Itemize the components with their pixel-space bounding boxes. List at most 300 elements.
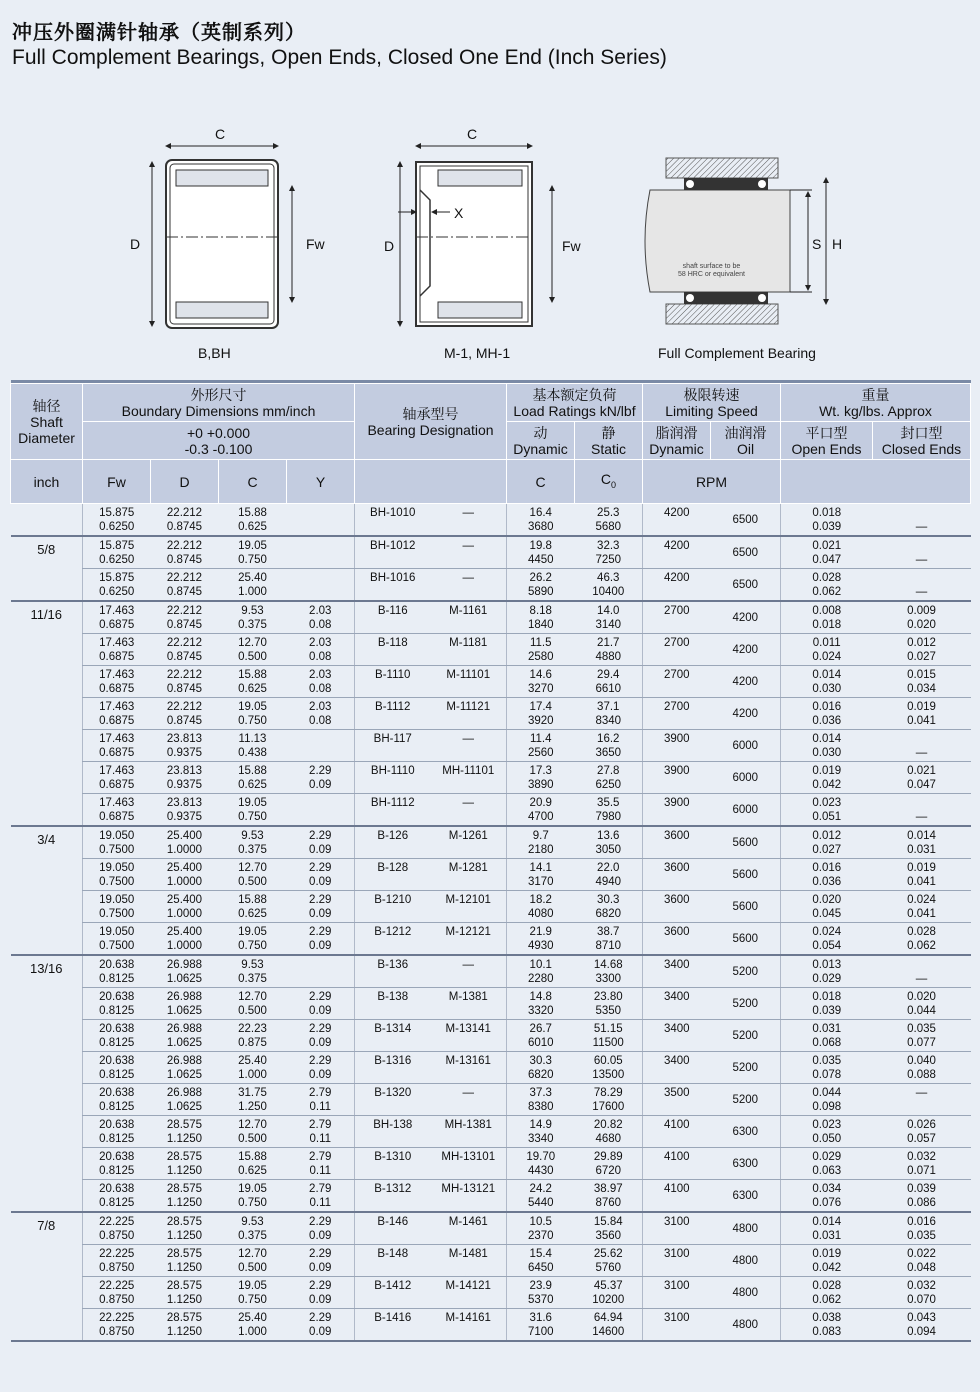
fw-cell: 19.050 0.7500 — [83, 891, 151, 923]
closed-ends-weight-cell: 0.021 0.047 — [873, 762, 971, 794]
dynamic-load-cell: 31.6 7100 — [507, 1309, 575, 1342]
open-ends-weight-cell: 0.038 0.083 — [781, 1309, 873, 1342]
designation-b-cell: B-1210 — [355, 891, 431, 923]
static-load-cell: 21.7 4880 — [575, 634, 643, 666]
designation-b-cell: B-136 — [355, 955, 431, 988]
closed-ends-weight-cell: 0.032 0.071 — [873, 1148, 971, 1180]
designation-b-cell: B-1416 — [355, 1309, 431, 1342]
shaft-diameter-cell — [11, 504, 83, 537]
grease-speed-cell: 3100 — [643, 1277, 711, 1309]
open-ends-weight-cell: 0.020 0.045 — [781, 891, 873, 923]
table-row — [11, 891, 971, 923]
designation-m-cell: MH-13121 — [431, 1180, 507, 1213]
unit-fw: Fw — [83, 460, 151, 504]
open-ends-weight-cell: 0.016 0.036 — [781, 698, 873, 730]
y-cell: 2.79 0.11 — [287, 1116, 355, 1148]
dynamic-load-cell: 17.4 3920 — [507, 698, 575, 730]
grease-speed-cell: 4200 — [643, 504, 711, 537]
designation-b-cell: B-1320 — [355, 1084, 431, 1116]
oil-speed-cell: 4200 — [711, 634, 781, 666]
open-ends-weight-cell: 0.011 0.024 — [781, 634, 873, 666]
oil-speed-cell: 6300 — [711, 1148, 781, 1180]
designation-m-cell: M-11101 — [431, 666, 507, 698]
y-cell: 2.29 0.09 — [287, 826, 355, 859]
y-cell: 2.79 0.11 — [287, 1084, 355, 1116]
static-load-cell: 45.37 10200 — [575, 1277, 643, 1309]
grease-speed-cell: 3400 — [643, 1020, 711, 1052]
designation-m-cell: M-1281 — [431, 859, 507, 891]
fw-cell: 22.225 0.8750 — [83, 1277, 151, 1309]
d-cell: 26.988 1.0625 — [151, 955, 219, 988]
fw-cell: 19.050 0.7500 — [83, 859, 151, 891]
designation-b-cell: BH-1012 — [355, 536, 431, 569]
dynamic-load-cell: 9.7 2180 — [507, 826, 575, 859]
dynamic-load-cell: 20.9 4700 — [507, 794, 575, 827]
c-cell: 9.53 0.375 — [219, 601, 287, 634]
c-cell: 19.05 0.750 — [219, 923, 287, 956]
y-cell: 2.29 0.09 — [287, 1052, 355, 1084]
oil-speed-cell: 5200 — [711, 988, 781, 1020]
static-load-cell: 29.4 6610 — [575, 666, 643, 698]
table-row — [11, 1309, 971, 1342]
designation-b-cell: B-1316 — [355, 1052, 431, 1084]
oil-speed-cell: 5200 — [711, 1052, 781, 1084]
table-body — [11, 504, 971, 1342]
designation-m-cell: M-13161 — [431, 1052, 507, 1084]
table-row — [11, 730, 971, 762]
oil-speed-cell: 4800 — [711, 1245, 781, 1277]
c-cell: 19.05 0.750 — [219, 1180, 287, 1213]
shaft-diameter-cell: 7/8 — [37, 1218, 56, 1233]
dynamic-load-cell: 19.70 4430 — [507, 1148, 575, 1180]
y-cell — [287, 536, 355, 569]
c-cell: 12.70 0.500 — [219, 1245, 287, 1277]
grease-speed-cell: 4200 — [643, 569, 711, 602]
open-ends-weight-cell: 0.028 0.062 — [781, 1277, 873, 1309]
oil-speed-cell: 5200 — [711, 1020, 781, 1052]
c-cell: 9.53 0.375 — [219, 955, 287, 988]
closed-ends-weight-cell: 0.032 0.070 — [873, 1277, 971, 1309]
open-ends-weight-cell: 0.019 0.042 — [781, 762, 873, 794]
c-cell: 25.40 1.000 — [219, 1052, 287, 1084]
d-cell: 25.400 1.0000 — [151, 859, 219, 891]
c-cell: 19.05 0.750 — [219, 698, 287, 730]
fw-cell: 20.638 0.8125 — [83, 1116, 151, 1148]
d-cell: 22.212 0.8745 — [151, 698, 219, 730]
fw-cell: 22.225 0.8750 — [83, 1245, 151, 1277]
oil-speed-cell: 5200 — [711, 955, 781, 988]
dynamic-load-cell: 18.2 4080 — [507, 891, 575, 923]
shaft-diameter-cell: 11/16 — [30, 607, 63, 622]
open-ends-weight-cell: 0.014 0.031 — [781, 1212, 873, 1245]
static-load-cell: 35.5 7980 — [575, 794, 643, 827]
designation-m-cell: M-14121 — [431, 1277, 507, 1309]
dynamic-load-cell: 26.7 6010 — [507, 1020, 575, 1052]
shaft-diameter-cell — [11, 923, 83, 956]
closed-ends-weight-cell: — — [873, 504, 971, 537]
c-cell: 15.88 0.625 — [219, 762, 287, 794]
designation-b-cell: B-128 — [355, 859, 431, 891]
table-row — [11, 762, 971, 794]
shaft-diameter-cell — [11, 1180, 83, 1213]
dynamic-load-cell: 16.4 3680 — [507, 504, 575, 537]
shaft-diameter-cell — [11, 1309, 83, 1342]
oil-speed-cell: 4200 — [711, 666, 781, 698]
designation-b-cell: BH-138 — [355, 1116, 431, 1148]
shaft-diameter-cell — [11, 730, 83, 762]
closed-ends-weight-cell: 0.040 0.088 — [873, 1052, 971, 1084]
fw-cell: 17.463 0.6875 — [83, 730, 151, 762]
grease-speed-cell: 4100 — [643, 1148, 711, 1180]
table-row — [11, 1245, 971, 1277]
diagram3-s-label: S — [812, 236, 822, 252]
d-cell: 28.575 1.1250 — [151, 1148, 219, 1180]
c-cell: 19.05 0.750 — [219, 1277, 287, 1309]
diagram1-fw-label: Fw — [306, 236, 325, 252]
grease-speed-cell: 3900 — [643, 794, 711, 827]
d-cell: 28.575 1.1250 — [151, 1309, 219, 1342]
static-load-cell: 32.3 7250 — [575, 536, 643, 569]
designation-m-cell: M-1461 — [431, 1212, 507, 1245]
d-cell: 26.988 1.0625 — [151, 1084, 219, 1116]
grease-speed-cell: 3100 — [643, 1245, 711, 1277]
fw-cell: 19.050 0.7500 — [83, 923, 151, 956]
table-row — [11, 794, 971, 827]
oil-speed-cell: 6000 — [711, 762, 781, 794]
dynamic-load-cell: 11.5 2580 — [507, 634, 575, 666]
d-cell: 26.988 1.0625 — [151, 1020, 219, 1052]
fw-cell: 20.638 0.8125 — [83, 1148, 151, 1180]
fw-cell: 20.638 0.8125 — [83, 1052, 151, 1084]
diagram3-note: shaft surface to be 58 HRC or equivalent — [678, 263, 745, 278]
table-row — [11, 1277, 971, 1309]
designation-m-cell: — — [431, 730, 507, 762]
shaft-diameter-cell — [11, 1148, 83, 1180]
y-cell: 2.29 0.09 — [287, 923, 355, 956]
designation-b-cell: BH-117 — [355, 730, 431, 762]
table-row — [11, 504, 971, 537]
designation-m-cell: M-11121 — [431, 698, 507, 730]
y-cell: 2.03 0.08 — [287, 634, 355, 666]
table-row — [11, 859, 971, 891]
fw-cell: 22.225 0.8750 — [83, 1309, 151, 1342]
c-cell: 15.88 0.625 — [219, 1148, 287, 1180]
closed-ends-weight-cell: — — [873, 569, 971, 602]
c-cell: 12.70 0.500 — [219, 859, 287, 891]
designation-m-cell: MH-11101 — [431, 762, 507, 794]
header-designation: 轴承型号 Bearing Designation — [355, 384, 507, 460]
oil-speed-cell: 5600 — [711, 826, 781, 859]
open-ends-weight-cell: 0.013 0.029 — [781, 955, 873, 988]
oil-speed-cell: 5600 — [711, 891, 781, 923]
static-load-cell: 23.80 5350 — [575, 988, 643, 1020]
designation-b-cell: B-1314 — [355, 1020, 431, 1052]
designation-b-cell: B-146 — [355, 1212, 431, 1245]
static-load-cell: 64.94 14600 — [575, 1309, 643, 1342]
dynamic-load-cell: 19.8 4450 — [507, 536, 575, 569]
static-load-cell: 29.89 6720 — [575, 1148, 643, 1180]
open-ends-weight-cell: 0.034 0.076 — [781, 1180, 873, 1213]
d-cell: 28.575 1.1250 — [151, 1277, 219, 1309]
fw-cell: 17.463 0.6875 — [83, 762, 151, 794]
table-row — [11, 601, 971, 634]
closed-ends-weight-cell: 0.024 0.041 — [873, 891, 971, 923]
oil-speed-cell: 6000 — [711, 730, 781, 762]
designation-b-cell: B-116 — [355, 601, 431, 634]
shaft-diameter-cell — [11, 634, 83, 666]
oil-speed-cell: 5600 — [711, 859, 781, 891]
y-cell: 2.29 0.09 — [287, 1020, 355, 1052]
table-row — [11, 1084, 971, 1116]
grease-speed-cell: 3600 — [643, 891, 711, 923]
oil-speed-cell: 4800 — [711, 1212, 781, 1245]
static-load-cell: 38.7 8710 — [575, 923, 643, 956]
oil-speed-cell: 6500 — [711, 569, 781, 602]
static-load-cell: 60.05 13500 — [575, 1052, 643, 1084]
grease-speed-cell: 4200 — [643, 536, 711, 569]
open-ends-weight-cell: 0.014 0.030 — [781, 730, 873, 762]
d-cell: 28.575 1.1250 — [151, 1245, 219, 1277]
grease-speed-cell: 3500 — [643, 1084, 711, 1116]
static-load-cell: 16.2 3650 — [575, 730, 643, 762]
shaft-diameter-cell — [11, 762, 83, 794]
grease-speed-cell: 2700 — [643, 601, 711, 634]
y-cell: 2.79 0.11 — [287, 1148, 355, 1180]
table-header — [11, 380, 971, 504]
c-cell: 9.53 0.375 — [219, 826, 287, 859]
y-cell — [287, 569, 355, 602]
shaft-diameter-cell — [11, 1020, 83, 1052]
oil-speed-cell: 6300 — [711, 1180, 781, 1213]
unit-weight-blank — [781, 460, 971, 504]
oil-speed-cell: 4800 — [711, 1277, 781, 1309]
header-load: 基本额定负荷 Load Ratings kN/lbf — [507, 384, 643, 422]
designation-b-cell: B-138 — [355, 988, 431, 1020]
d-cell: 25.400 1.0000 — [151, 891, 219, 923]
static-load-cell: 38.97 8760 — [575, 1180, 643, 1213]
closed-ends-weight-cell: — — [873, 730, 971, 762]
dynamic-load-cell: 17.3 3890 — [507, 762, 575, 794]
dynamic-load-cell: 21.9 4930 — [507, 923, 575, 956]
shaft-diameter-cell — [11, 794, 83, 827]
oil-speed-cell: 6300 — [711, 1116, 781, 1148]
shaft-diameter-cell: 3/4 — [37, 832, 56, 847]
static-load-cell: 14.0 3140 — [575, 601, 643, 634]
d-cell: 28.575 1.1250 — [151, 1180, 219, 1213]
y-cell: 2.29 0.09 — [287, 859, 355, 891]
diagram-b-bh — [152, 146, 292, 328]
dynamic-load-cell: 10.1 2280 — [507, 955, 575, 988]
d-cell: 23.813 0.9375 — [151, 762, 219, 794]
unit-load-c: C — [507, 460, 575, 504]
closed-ends-weight-cell: 0.012 0.027 — [873, 634, 971, 666]
open-ends-weight-cell: 0.031 0.068 — [781, 1020, 873, 1052]
d-cell: 22.212 0.8745 — [151, 601, 219, 634]
fw-cell: 20.638 0.8125 — [83, 955, 151, 988]
grease-speed-cell: 2700 — [643, 634, 711, 666]
y-cell: 2.29 0.09 — [287, 1212, 355, 1245]
static-load-cell: 14.68 3300 — [575, 955, 643, 988]
open-ends-weight-cell: 0.018 0.039 — [781, 504, 873, 537]
dynamic-load-cell: 10.5 2370 — [507, 1212, 575, 1245]
c-cell: 11.13 0.438 — [219, 730, 287, 762]
dynamic-load-cell: 37.3 8380 — [507, 1084, 575, 1116]
open-ends-weight-cell: 0.008 0.018 — [781, 601, 873, 634]
shaft-diameter-cell — [11, 859, 83, 891]
shaft-diameter-cell — [11, 1277, 83, 1309]
fw-cell: 17.463 0.6875 — [83, 666, 151, 698]
y-cell — [287, 794, 355, 827]
d-cell: 22.212 0.8745 — [151, 504, 219, 537]
fw-cell: 20.638 0.8125 — [83, 1084, 151, 1116]
designation-m-cell: — — [431, 504, 507, 537]
c-cell: 15.88 0.625 — [219, 504, 287, 537]
grease-speed-cell: 3400 — [643, 955, 711, 988]
designation-b-cell: B-126 — [355, 826, 431, 859]
static-load-cell: 15.84 3560 — [575, 1212, 643, 1245]
open-ends-weight-cell: 0.024 0.054 — [781, 923, 873, 956]
diagram1-c-label: C — [215, 126, 226, 142]
table-row — [11, 569, 971, 602]
header-tolerance: +0 +0.000 -0.3 -0.100 — [83, 422, 355, 460]
designation-m-cell: M-1381 — [431, 988, 507, 1020]
fw-cell: 15.875 0.6250 — [83, 536, 151, 569]
designation-m-cell: MH-1381 — [431, 1116, 507, 1148]
y-cell: 2.03 0.08 — [287, 601, 355, 634]
designation-b-cell: B-148 — [355, 1245, 431, 1277]
open-ends-weight-cell: 0.014 0.030 — [781, 666, 873, 698]
shaft-diameter-cell — [11, 698, 83, 730]
dynamic-load-cell: 11.4 2560 — [507, 730, 575, 762]
diagram1-caption: B,BH — [198, 345, 231, 361]
c-cell: 9.53 0.375 — [219, 1212, 287, 1245]
y-cell: 2.03 0.08 — [287, 698, 355, 730]
designation-m-cell: — — [431, 536, 507, 569]
header-closed-ends: 封口型 Closed Ends — [873, 422, 971, 460]
y-cell: 2.29 0.09 — [287, 762, 355, 794]
shaft-diameter-cell — [11, 1245, 83, 1277]
diagram-full-complement — [645, 158, 826, 324]
table-row — [11, 923, 971, 956]
open-ends-weight-cell: 0.019 0.042 — [781, 1245, 873, 1277]
static-load-cell: 22.0 4940 — [575, 859, 643, 891]
c-cell: 19.05 0.750 — [219, 536, 287, 569]
unit-rpm: RPM — [643, 460, 781, 504]
shaft-diameter-cell — [11, 891, 83, 923]
open-ends-weight-cell: 0.028 0.062 — [781, 569, 873, 602]
table-row — [11, 666, 971, 698]
dynamic-load-cell: 14.6 3270 — [507, 666, 575, 698]
grease-speed-cell: 3400 — [643, 1052, 711, 1084]
designation-m-cell: M-1161 — [431, 601, 507, 634]
c-cell: 12.70 0.500 — [219, 634, 287, 666]
page-title-en: Full Complement Bearings, Open Ends, Closed One End (Inch Series) — [12, 46, 667, 69]
designation-m-cell: — — [431, 1084, 507, 1116]
oil-speed-cell: 4800 — [711, 1309, 781, 1342]
header-shaft: 轴径 Shaft Diameter — [11, 384, 83, 460]
designation-m-cell: M-12121 — [431, 923, 507, 956]
designation-b-cell: BH-1110 — [355, 762, 431, 794]
diagram2-x-label: X — [454, 205, 464, 221]
c-cell: 22.23 0.875 — [219, 1020, 287, 1052]
designation-b-cell: B-118 — [355, 634, 431, 666]
c-cell: 12.70 0.500 — [219, 988, 287, 1020]
open-ends-weight-cell: 0.021 0.047 — [781, 536, 873, 569]
grease-speed-cell: 3900 — [643, 730, 711, 762]
oil-speed-cell: 6000 — [711, 794, 781, 827]
c-cell: 12.70 0.500 — [219, 1116, 287, 1148]
shaft-diameter-cell — [11, 988, 83, 1020]
static-load-cell: 25.3 5680 — [575, 504, 643, 537]
closed-ends-weight-cell: 0.022 0.048 — [873, 1245, 971, 1277]
designation-m-cell: — — [431, 569, 507, 602]
d-cell: 23.813 0.9375 — [151, 794, 219, 827]
c-cell: 25.40 1.000 — [219, 1309, 287, 1342]
static-load-cell: 51.15 11500 — [575, 1020, 643, 1052]
bearing-spec-table — [10, 380, 971, 1342]
diagram2-fw-label: Fw — [562, 238, 581, 254]
closed-ends-weight-cell: 0.035 0.077 — [873, 1020, 971, 1052]
open-ends-weight-cell: 0.016 0.036 — [781, 859, 873, 891]
static-load-cell: 37.1 8340 — [575, 698, 643, 730]
shaft-diameter-cell: 5/8 — [37, 542, 56, 557]
oil-speed-cell: 6500 — [711, 504, 781, 537]
designation-b-cell: B-1212 — [355, 923, 431, 956]
static-load-cell: 25.62 5760 — [575, 1245, 643, 1277]
open-ends-weight-cell: 0.023 0.050 — [781, 1116, 873, 1148]
bearing-diagrams — [0, 0, 980, 380]
designation-b-cell: B-1312 — [355, 1180, 431, 1213]
page-title-cn: 冲压外圈满针轴承（英制系列） — [12, 22, 306, 44]
designation-m-cell: M-14161 — [431, 1309, 507, 1342]
fw-cell: 20.638 0.8125 — [83, 1020, 151, 1052]
fw-cell: 20.638 0.8125 — [83, 1180, 151, 1213]
open-ends-weight-cell: 0.023 0.051 — [781, 794, 873, 827]
designation-b-cell: B-1112 — [355, 698, 431, 730]
closed-ends-weight-cell: — — [873, 955, 971, 988]
fw-cell: 19.050 0.7500 — [83, 826, 151, 859]
dynamic-load-cell: 26.2 5890 — [507, 569, 575, 602]
open-ends-weight-cell: 0.029 0.063 — [781, 1148, 873, 1180]
grease-speed-cell: 3600 — [643, 826, 711, 859]
closed-ends-weight-cell: 0.014 0.031 — [873, 826, 971, 859]
designation-b-cell: BH-1016 — [355, 569, 431, 602]
grease-speed-cell: 3900 — [643, 762, 711, 794]
y-cell — [287, 504, 355, 537]
designation-m-cell: M-1481 — [431, 1245, 507, 1277]
static-load-cell: 30.3 6820 — [575, 891, 643, 923]
shaft-diameter-cell — [11, 1116, 83, 1148]
diagram2-c-label: C — [467, 126, 478, 142]
y-cell — [287, 955, 355, 988]
designation-m-cell: — — [431, 794, 507, 827]
table-row — [11, 1180, 971, 1213]
designation-m-cell: — — [431, 955, 507, 988]
d-cell: 22.212 0.8745 — [151, 536, 219, 569]
grease-speed-cell: 3400 — [643, 988, 711, 1020]
diagram2-caption: M-1, MH-1 — [444, 345, 511, 361]
y-cell: 2.03 0.08 — [287, 666, 355, 698]
header-weight: 重量 Wt. kg/lbs. Approx — [781, 384, 971, 422]
diagram2-d-label: D — [384, 238, 395, 254]
oil-speed-cell: 4200 — [711, 601, 781, 634]
dynamic-load-cell: 24.2 5440 — [507, 1180, 575, 1213]
header-grease: 脂润滑 Dynamic — [643, 422, 711, 460]
unit-d: D — [151, 460, 219, 504]
diagram3-h-label: H — [832, 236, 843, 252]
table-row — [11, 988, 971, 1020]
grease-speed-cell: 3100 — [643, 1212, 711, 1245]
